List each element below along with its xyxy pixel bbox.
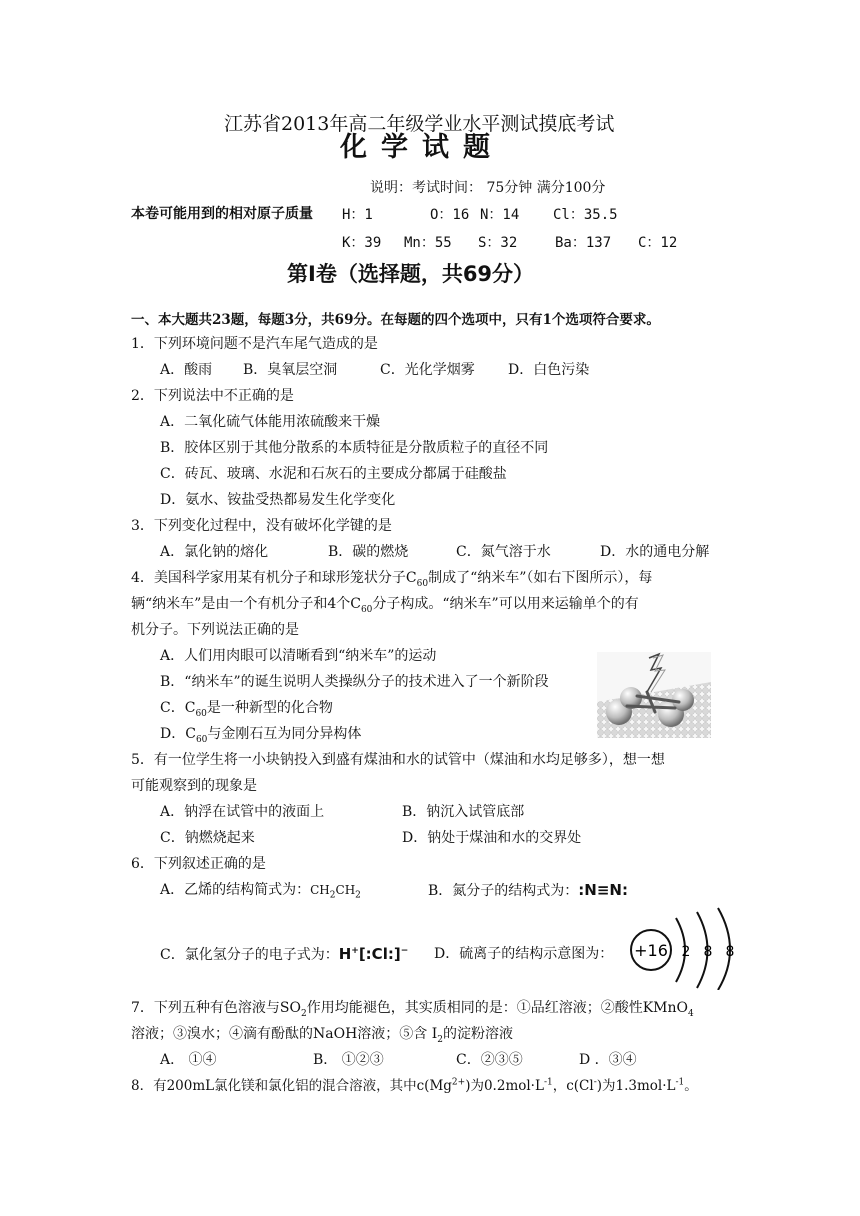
- q5-stem-line2: 可能观察到的现象是: [131, 778, 257, 794]
- nucleus-charge: +16: [634, 941, 668, 960]
- q2-option-d: D．氨水、铵盐受热都易发生化学变化: [160, 492, 396, 508]
- hcl-electron-formula: H+[:Cl:]−: [338, 945, 409, 963]
- exam-note: 说明：考试时间： 75分钟 满分100分: [370, 180, 606, 196]
- atomic-mass-cl: Cl：35.5: [553, 207, 618, 223]
- q8-stem: 8．有200mL氯化镁和氯化铝的混合溶液，其中$c(Mg^{2+})$为$0.2mol\cdot L^{-1}$，c(Cl-)为$1.3mol\cdot L^{-1}$。: [131, 1077, 698, 1094]
- q2-option-c: C．砖瓦、玻璃、水泥和石灰石的主要成分都属于硅酸盐: [160, 466, 507, 482]
- atomic-mass-label: 本卷可能用到的相对原子质量: [131, 206, 313, 222]
- shell-3-electrons: 8: [725, 944, 735, 960]
- q2-stem: 2．下列说法中不正确的是: [131, 388, 294, 404]
- atomic-mass-o: O：16: [430, 207, 470, 223]
- q5-option-d: D．钠处于煤油和水的交界处: [402, 830, 582, 846]
- atomic-mass-ba: Ba：137: [555, 235, 612, 251]
- subject-title: 化学试题: [340, 132, 504, 163]
- q4-option-b: B．“纳米车”的诞生说明人类操纵分子的技术进入了一个新阶段: [160, 674, 549, 690]
- q4-stem-line1: 4．美国科学家用某有机分子和球形笼状分子$C_{60}$制成了“纳米车”（如右下图所示），每: [131, 570, 653, 589]
- atomic-mass-mn: Mn：55: [404, 235, 452, 251]
- q7-stem-line2: 溶液；③溴水；④滴有酚酞的NaOH溶液；⑤含 $I_2$的淀粉溶液: [131, 1026, 513, 1045]
- q6-option-b: B．氮分子的结构式为：:N≡N:: [428, 881, 628, 899]
- atomic-mass-h: H：1: [342, 207, 373, 223]
- q7-option-c: C．②③⑤: [456, 1052, 523, 1068]
- q4-option-d: D．$C_{60}$与金刚石互为同分异构体: [160, 726, 362, 745]
- atomic-mass-s: S：32: [478, 235, 518, 251]
- q1-option-d: D．白色污染: [508, 362, 590, 378]
- q3-option-a: A．氯化钠的熔化: [160, 544, 269, 560]
- q3-option-b: B．碳的燃烧: [328, 544, 409, 560]
- q5-option-b: B．钠沉入试管底部: [402, 804, 525, 820]
- q1-option-a: A．酸雨: [160, 362, 213, 378]
- q4-stem-line2: 辆“纳米车”是由一个有机分子和4个$C_{60}$分子构成。“纳米车”可以用来运输单个的有: [131, 596, 639, 615]
- q3-stem: 3．下列变化过程中，没有破坏化学键的是: [131, 518, 392, 534]
- q4-stem-line3: 机分子。下列说法正确的是: [131, 622, 299, 638]
- q7-option-b: B． ①②③: [313, 1052, 384, 1068]
- n2-structural-formula: :N≡N:: [578, 881, 628, 899]
- atomic-mass-k: K：39: [342, 235, 382, 251]
- q1-option-b: B．臭氧层空洞: [243, 362, 338, 378]
- q5-option-c: C．钠燃烧起来: [160, 830, 255, 846]
- shell-2-electrons: 8: [703, 944, 713, 960]
- q1-option-c: C．光化学烟雾: [380, 362, 475, 378]
- q2-option-a: A．二氧化硫气体能用浓硫酸来干燥: [160, 414, 381, 430]
- q1-stem: 1．下列环境问题不是汽车尾气造成的是: [131, 336, 378, 352]
- exam-title: 江苏省2013年高二年级学业水平测试摸底考试: [224, 113, 615, 135]
- q4-option-c: C．$C_{60}$是一种新型的化合物: [160, 700, 333, 719]
- shell-1-electrons: 2: [681, 944, 691, 960]
- q6-stem: 6．下列叙述正确的是: [131, 856, 266, 872]
- atomic-mass-c: C：12: [638, 235, 678, 251]
- q3-option-c: C．氮气溶于水: [456, 544, 551, 560]
- q7-option-d: D ．③④: [579, 1052, 637, 1068]
- q7-stem-line1: 7．下列五种有色溶液与$SO_2$作用均能褪色，其实质相同的是：①品红溶液；②酸性KMnO$_4$: [131, 1000, 694, 1019]
- q2-option-b: B．胶体区别于其他分散系的本质特征是分散质粒子的直径不同: [160, 440, 549, 456]
- sulfide-ion-diagram: [626, 904, 752, 990]
- q6-option-a: A．乙烯的结构简式为：$CH_2CH_2$: [160, 882, 361, 901]
- q5-stem-line1: 5．有一位学生将一小块钠投入到盛有煤油和水的试管中（煤油和水均足够多），想一想: [131, 752, 665, 768]
- section-title: 第Ⅰ卷（选择题，共69分）: [287, 262, 535, 286]
- atomic-mass-n: N：14: [480, 207, 520, 223]
- nanocar-figure: [597, 652, 711, 738]
- q7-option-a: A． ①④: [160, 1052, 217, 1068]
- q6-option-d: D．硫离子的结构示意图为：: [434, 946, 614, 962]
- q6-option-c: C．氯化氢分子的电子式为：H+[:Cl:]−: [160, 945, 409, 963]
- q3-option-d: D．水的通电分解: [600, 544, 710, 560]
- section-instructions: 一、本大题共23题，每题3分，共69分。在每题的四个选项中，只有1个选项符合要求。: [131, 312, 660, 328]
- q5-option-a: A．钠浮在试管中的液面上: [160, 804, 325, 820]
- q4-option-a: A．人们用肉眼可以清晰看到“纳米车”的运动: [160, 648, 437, 664]
